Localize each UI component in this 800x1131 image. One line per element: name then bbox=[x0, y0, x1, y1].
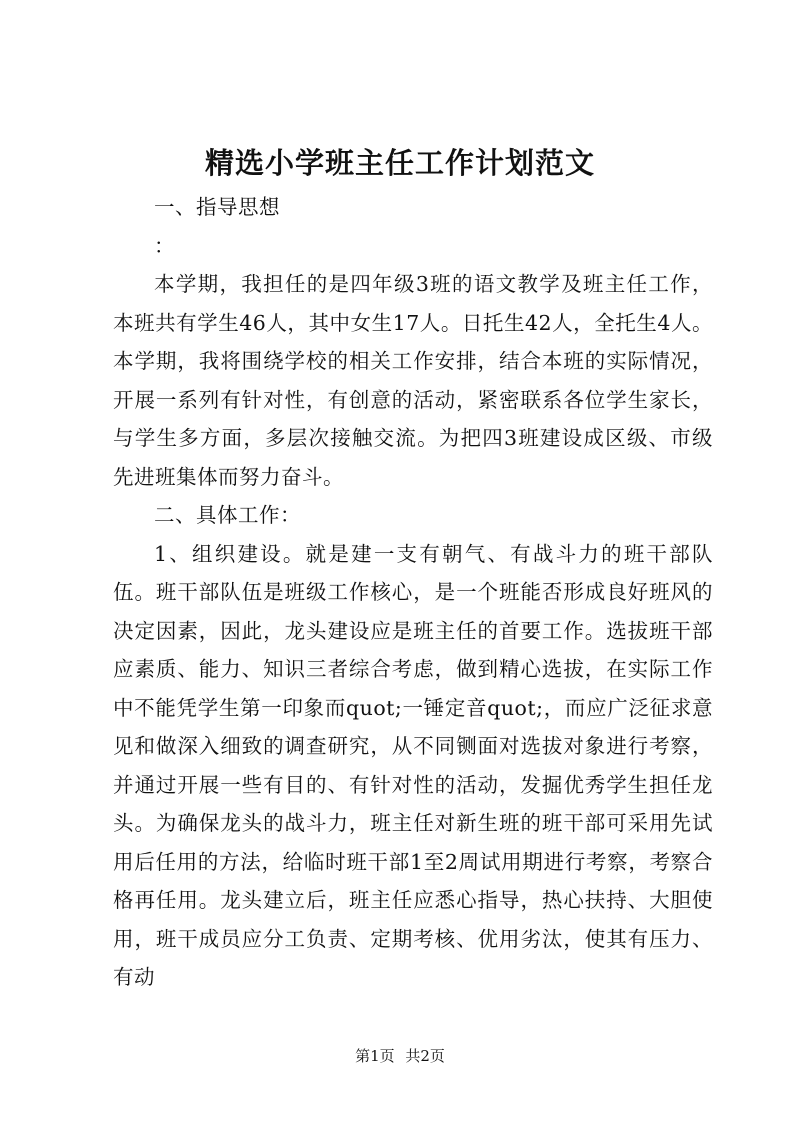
paragraph-class-overview: 本学期，我担任的是四年级3班的语文教学及班主任工作，本班共有学生46人，其中女生17人。日托生42人，全托生4人。本学期，我将围绕学校的相关工作安排，结合本班的实际情况，开展一系列有针对性，有创意的活动，紧密联系各位学生家长，与学生多方面，多层次接触交流。为把四3班建设成区级、市级先进班集体而努力奋斗。 bbox=[113, 272, 713, 489]
page-number-total: 共2页 bbox=[405, 1047, 445, 1065]
section-heading-specific-work: 二、具体工作： bbox=[154, 503, 301, 527]
colon-line: ： bbox=[154, 233, 175, 258]
document-title: 精选小学班主任工作计划范文 bbox=[204, 146, 595, 180]
page-number-current: 第1页 bbox=[355, 1047, 395, 1065]
page-footer bbox=[0, 1046, 800, 1066]
paragraph-organization-building: 1、组织建设。就是建一支有朝气、有战斗力的班干部队伍。班干部队伍是班级工作核心，是一个班能否形成良好班风的决定因素，因此，龙头建设应是班主任的首要工作。选拔班干部应素质、能力、知识三者综合考虑，做到精心选拔，在实际工作中不能凭学生第一印象而quot;一锤定音quot;，而应广泛征求意见和做深入细致的调查研究，从不同铡面对选拔对象进行考察，并通过开展一些有目的、有针对性的活动，发掘优秀学生担任龙头。为确保龙头的战斗力，班主任对新生班的班干部可采用先试用后任用的方法，给临时班干部1至2周试用期进行考察，考察合格再任用。龙头建立后，班主任应悉心指导，热心扶持、大胆使用，班干成员应分工负责、定期考核、优用劣汰，使其有压力、有动 bbox=[113, 541, 713, 989]
section-heading-guiding-ideology: 一、指导思想 bbox=[154, 195, 280, 219]
document-body bbox=[113, 188, 713, 997]
